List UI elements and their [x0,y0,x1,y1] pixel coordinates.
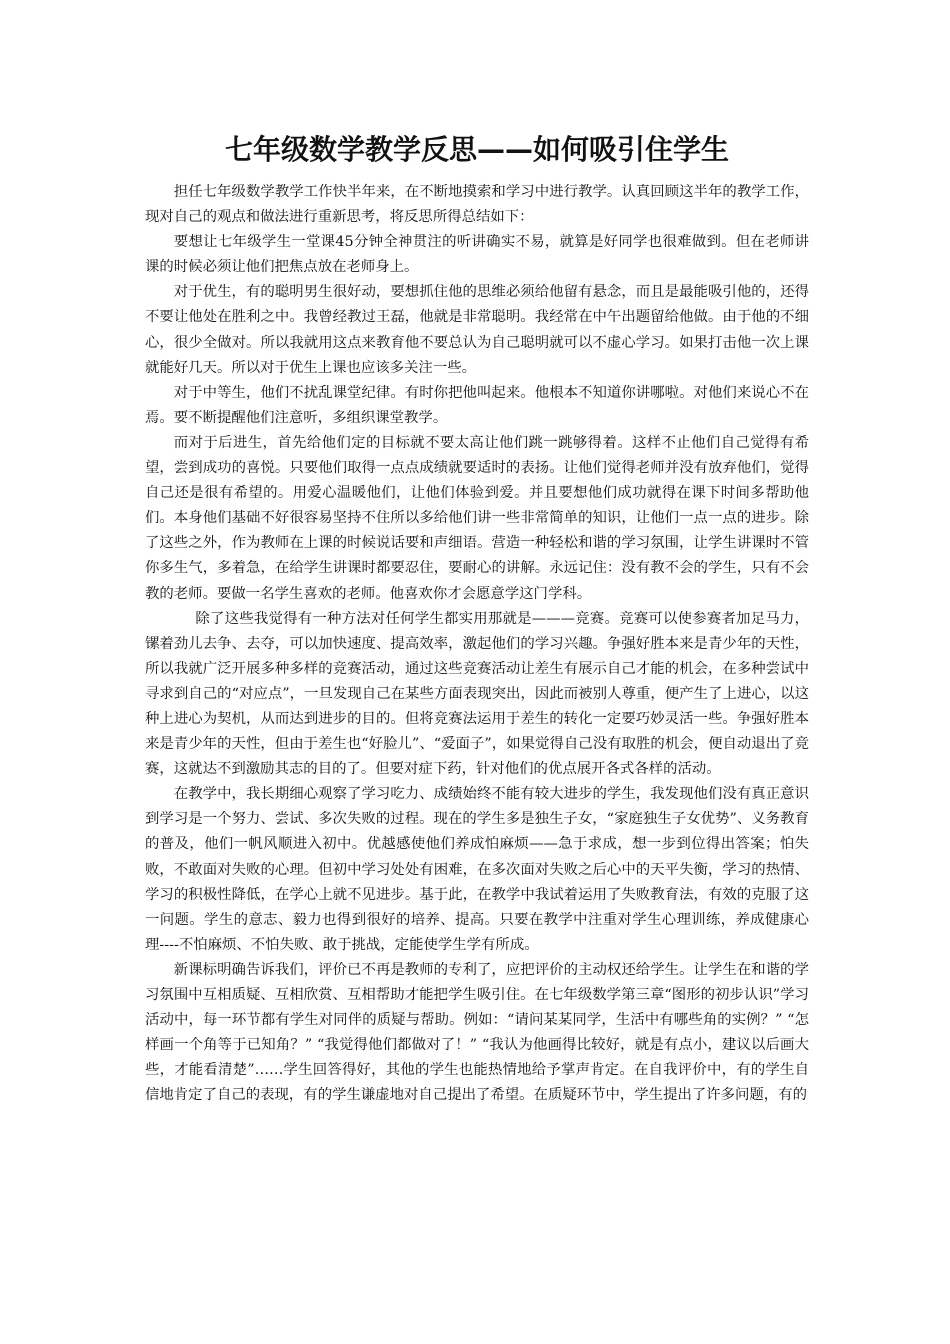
paragraph-competition: 除了这些我觉得有一种方法对任何学生都实用那就是———竞赛。竞赛可以使参赛者加足马力，镙着劲儿去争、去夺，可以加快速度、提高效率，激起他们的学习兴趣。争强好胜本来是青少年的天性，所以我就广泛开展多种多样的竞赛活动，通过这些竞赛活动让差生有展示自己才能的机会，在多种尝试中寻求到自己的“对应点”，一旦发现自己在某些方面表现突出，因此而被别人尊重，便产生了上进心，以这种上进心为契机，从而达到进步的目的。但将竞赛法运用于差生的转化一定要巧妙灵活一些。争强好胜本来是青少年的天性，但由于差生也“好脸儿”、“爱面子”，如果觉得自己没有取胜的机会，便自动退出了竞赛，这就达不到激励其志的目的了。但要对症下药，针对他们的优点展开各式各样的活动。 [145,610,809,778]
paragraph-average-students: 对于中等生，他们不扰乱课堂纪律。有时你把他叫起来。他根本不知道你讲哪啦。对他们来说心不在焉。要不断提醒他们注意听，多组织课堂教学。 [145,384,809,426]
paragraph-failure-education: 在教学中，我长期细心观察了学习吃力、成绩始终不能有较大进步的学生，我发现他们没有真正意识到学习是一个努力、尝试、多次失败的过程。现在的学生多是独生子女，“家庭独生子女优势”、义务教育的普及，他们一帆风顺进入初中。优越感使他们养成怕麻烦——急于求成，想一步到位得出答案；怕失败，不敢面对失败的心理。但初中学习处处有困难，在多次面对失败之后心中的天平失衡，学习的热情、学习的积极性降低，在学心上就不见进步。基于此，在教学中我试着运用了失败教育法，有效的克服了这一问题。学生的意志、毅力也得到很好的培养、提高。只要在教学中注重对学生心理训练，养成健康心理----不怕麻烦、不怕失败、敢于挑战，定能使学生学有所成。 [145,786,809,953]
paragraph-intro: 担任七年级数学教学工作快半年来，在不断地摸索和学习中进行教学。认真回顾这半年的教学工作，现对自己的观点和做法进行重新思考，将反思所得总结如下： [145,184,809,226]
document-page [145,128,809,1108]
paragraph-struggling-students: 而对于后进生，首先给他们定的目标就不要太高让他们跳一跳够得着。这样不止他们自己觉得有希望，尝到成功的喜悦。只要他们取得一点点成绩就要适时的表扬。让他们觉得老师并没有放弃他们，觉得自己还是很有希望的。用爱心温暖他们，让他们体验到爱。并且要想他们成功就得在课下时间多帮助他们。本身他们基础不好很容易坚持不住所以多给他们讲一些非常简单的知识，让他们一点一点的进步。除了这些之外，作为教师在上课的时候说话要和声细语。营造一种轻松和谐的学习氛围，让学生讲课时不管你多生气，多着急，在给学生讲课时都要忍住，要耐心的讲解。永远记住：没有教不会的学生，只有不会教的老师。要做一名学生喜欢的老师。他喜欢你才会愿意学这门学科。 [145,434,809,602]
paragraph-attention: 要想让七年级学生一堂课45分钟全神贯注的听讲确实不易，就算是好同学也很难做到。但在老师讲课的时候必须让他们把焦点放在老师身上。 [145,234,809,276]
paragraph-top-students: 对于优生，有的聪明男生很好动，要想抓住他的思维必须给他留有悬念，而且是最能吸引他的，还得不要让他处在胜利之中。我曾经教过王磊，他就是非常聪明。我经常在中午出题留给他做。由于他的不细心，很少全做对。所以我就用这点来教育他不要总认为自己聪明就可以不虚心学习。如果打击他一次上课就能好几天。所以对于优生上课也应该多关注一些。 [145,284,809,376]
document-title: 七年级数学教学反思——如何吸引住学生 [224,133,729,166]
paragraph-evaluation: 新课标明确告诉我们，评价已不再是教师的专利了，应把评价的主动权还给学生。让学生在和谐的学习氛围中互相质疑、互相欣赏、互相帮助才能把学生吸引住。在七年级数学第三章“图形的初步认识”学习活动中，每一环节都有学生对同伴的质疑与帮助。例如：“请问某某同学，生活中有哪些角的实例？” “怎样画一个角等于已知角？” “我觉得他们都做对了！” “我认为他画得比较好，就是有点小，建议以后画大些，才能看清楚”……学生回答得好，其他的学生也能热情地给予掌声肯定。在自我评价中，有的学生自信地肯定了自己的表现，有的学生谦虚地对自己提出了希望。在质疑环节中，学生提出了许多问题，有的 [145,961,809,1104]
